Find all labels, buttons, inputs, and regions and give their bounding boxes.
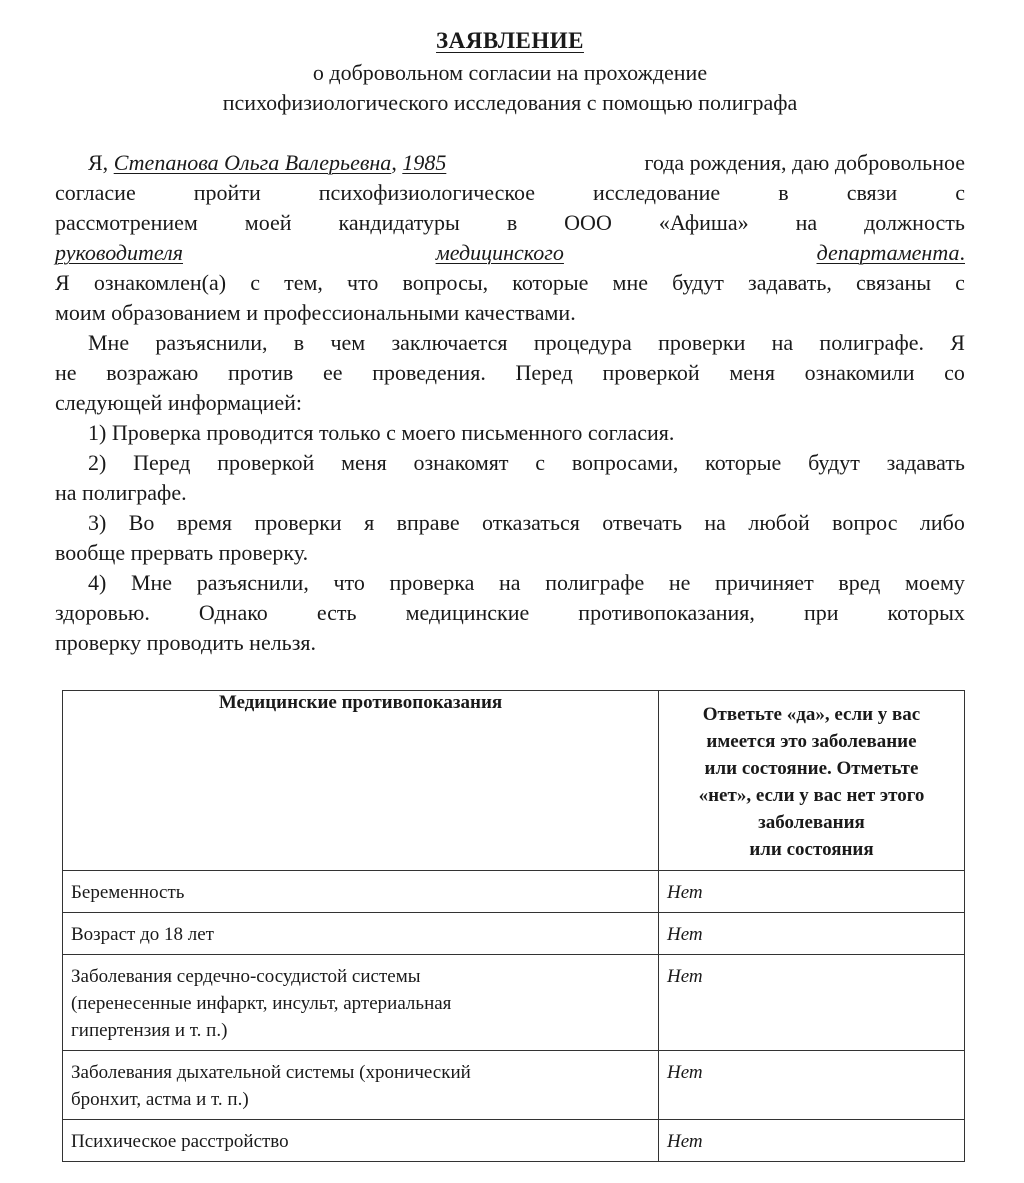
word: медицинские [405, 600, 530, 625]
para3-line3: следующей информацией: [55, 390, 303, 415]
para1-line3 [55, 208, 965, 238]
word: мне [612, 270, 649, 295]
word: на [771, 330, 794, 355]
position-word: департамента [816, 240, 960, 265]
contraindication-cell [63, 913, 659, 955]
word: либо [919, 510, 965, 535]
word: Я [55, 270, 70, 295]
table-row [63, 913, 965, 955]
header-contraindications: Медицинские противопоказания [63, 691, 659, 871]
item-3-line1 [55, 508, 965, 538]
item-4-line3: проверку проводить нельзя. [55, 630, 317, 655]
text: Я, [88, 150, 109, 175]
word: которых [887, 600, 965, 625]
table-header-row [63, 691, 965, 871]
text: . [959, 240, 965, 265]
word: Перед [515, 360, 573, 385]
contraindication-cell [63, 871, 659, 913]
table-row [63, 1051, 965, 1120]
word: вопросы, [402, 270, 489, 295]
word: не [55, 360, 77, 385]
word: «Афиша» [658, 210, 749, 235]
para1-line2 [55, 178, 965, 208]
contraindication-text: (перенесенные инфаркт, инсульт, артериальная [71, 993, 452, 1014]
word: задавать [886, 450, 965, 475]
contraindication-text: Заболевания сердечно-сосудистой системы [71, 966, 421, 987]
header-instruction-line: Ответьте «да», если у вас [702, 704, 921, 725]
word: вопросами, [571, 450, 679, 475]
word: разъяснили, [155, 330, 268, 355]
word: будут [808, 450, 860, 475]
word: пройти [193, 180, 261, 205]
word: вправе [396, 510, 460, 535]
position-line [55, 238, 965, 268]
word: с [535, 450, 546, 475]
word: не [668, 570, 691, 595]
word: время [176, 510, 233, 535]
contraindication-cell [63, 1051, 659, 1120]
word: при [803, 600, 839, 625]
word: моей [244, 210, 292, 235]
word: с [250, 270, 260, 295]
word: проверкой [602, 360, 700, 385]
word: 4) [88, 570, 107, 595]
para3-line1 [55, 328, 965, 358]
applicant-name: Степанова Ольга Валерьевна [113, 150, 392, 175]
contraindication-text: Возраст до 18 лет [71, 924, 214, 945]
paragraph-explanation [55, 328, 965, 658]
para2-line2: моим образованием и профессиональными качествами. [55, 300, 576, 325]
word: которые [512, 270, 589, 295]
word: проверки [658, 330, 746, 355]
document-subtitle-line-2: психофизиологического исследования с помощью полиграфа [222, 90, 798, 115]
word: причиняет [715, 570, 814, 595]
answer-cell: Нет [659, 1051, 965, 1120]
contraindication-cell [63, 1120, 659, 1162]
table-row [63, 871, 965, 913]
word: со [944, 360, 965, 385]
word: здоровью. [55, 600, 150, 625]
contraindication-text: бронхит, астма и т. п.) [71, 1089, 249, 1110]
word: Мне [130, 570, 173, 595]
word: вопрос [832, 510, 898, 535]
word: кандидатуры [338, 210, 460, 235]
contraindication-text: Беременность [71, 882, 185, 903]
word: меня [729, 360, 775, 385]
word: в [293, 330, 305, 355]
word: есть [316, 600, 357, 625]
word: меня [341, 450, 387, 475]
header-answer-instructions [659, 691, 965, 871]
word: в [506, 210, 518, 235]
word: процедура [533, 330, 632, 355]
word: связаны [856, 270, 932, 295]
contraindications-table [62, 690, 965, 1162]
text: года рождения, даю добровольное [644, 150, 965, 175]
word: рассмотрением [55, 210, 198, 235]
word: Однако [198, 600, 268, 625]
word: 2) [88, 450, 107, 475]
para3-line2 [55, 358, 965, 388]
answer-cell: Нет [659, 1120, 965, 1162]
header-instruction-line: «нет», если у вас нет этого [698, 785, 925, 806]
answer-cell: Нет [659, 955, 965, 1051]
word: Во [128, 510, 155, 535]
word: полиграфе [545, 570, 645, 595]
word: должность [864, 210, 965, 235]
word: которые [705, 450, 782, 475]
word: я [364, 510, 375, 535]
document-title: ЗАЯВЛЕНИЕ [436, 28, 584, 53]
word: проведения. [372, 360, 486, 385]
header-instruction-line: или состояния [749, 839, 874, 860]
word: заключается [391, 330, 508, 355]
word: вред [838, 570, 881, 595]
item-3-line2: вообще прервать проверку. [55, 540, 309, 565]
word: моему [905, 570, 965, 595]
item-4-line1 [55, 568, 965, 598]
position-word: руководителя [55, 240, 183, 265]
word: будут [672, 270, 724, 295]
word: чем [330, 330, 366, 355]
header-instruction-line: заболевания [758, 812, 865, 833]
word: с [955, 180, 965, 205]
text: , [391, 150, 397, 175]
word: ознакомили [804, 360, 915, 385]
word: исследование [593, 180, 721, 205]
table-row [63, 955, 965, 1051]
word: ООО [564, 210, 612, 235]
contraindication-cell [63, 955, 659, 1051]
word: тем, [284, 270, 323, 295]
item-4-line2 [55, 598, 965, 628]
item-2-line2: на полиграфе. [55, 480, 187, 505]
word: разъяснили, [196, 570, 309, 595]
word: что [333, 570, 365, 595]
word: 3) [88, 510, 107, 535]
contraindication-text: гипертензия и т. п.) [71, 1020, 228, 1041]
word: возражаю [106, 360, 199, 385]
item-1: 1) Проверка проводится только с моего письменного согласия. [88, 420, 675, 445]
word: согласие [55, 180, 136, 205]
word: ее [322, 360, 343, 385]
word: противопоказания, [578, 600, 755, 625]
word: проверки [254, 510, 342, 535]
word: отказаться [482, 510, 580, 535]
word: психофизиологическое [318, 180, 535, 205]
word: полиграфе. [819, 330, 924, 355]
word: Перед [133, 450, 191, 475]
para1-line1 [55, 148, 965, 178]
contraindication-text: Заболевания дыхательной системы (хронический [71, 1062, 471, 1083]
item-2-line1 [55, 448, 965, 478]
word: Мне [88, 330, 130, 355]
word: с [955, 270, 965, 295]
answer-cell: Нет [659, 913, 965, 955]
position-word: медицинского [435, 240, 564, 265]
word: задавать, [748, 270, 832, 295]
word: на [795, 210, 818, 235]
word: в [778, 180, 789, 205]
word: проверка [389, 570, 475, 595]
table-row [63, 1120, 965, 1162]
word: Я [950, 330, 965, 355]
paragraph-consent [55, 148, 965, 328]
header-instruction-line: или состояние. Отметьте [704, 758, 919, 779]
word: любой [748, 510, 810, 535]
document-subtitle-line-1: о добровольном согласии на прохождение [312, 60, 708, 85]
word: что [347, 270, 379, 295]
word: на [704, 510, 726, 535]
word: на [499, 570, 521, 595]
word: проверкой [217, 450, 315, 475]
word: связи [846, 180, 898, 205]
word: отвечать [602, 510, 682, 535]
contraindication-text: Психическое расстройство [71, 1131, 289, 1152]
word: ознакомлен(а) [93, 270, 227, 295]
answer-cell: Нет [659, 871, 965, 913]
birth-year: 1985 [402, 150, 447, 175]
para2-line1 [55, 268, 965, 298]
word: ознакомят [413, 450, 509, 475]
header-instruction-line: имеется это заболевание [706, 731, 917, 752]
word: против [228, 360, 294, 385]
table-body [63, 871, 965, 1162]
